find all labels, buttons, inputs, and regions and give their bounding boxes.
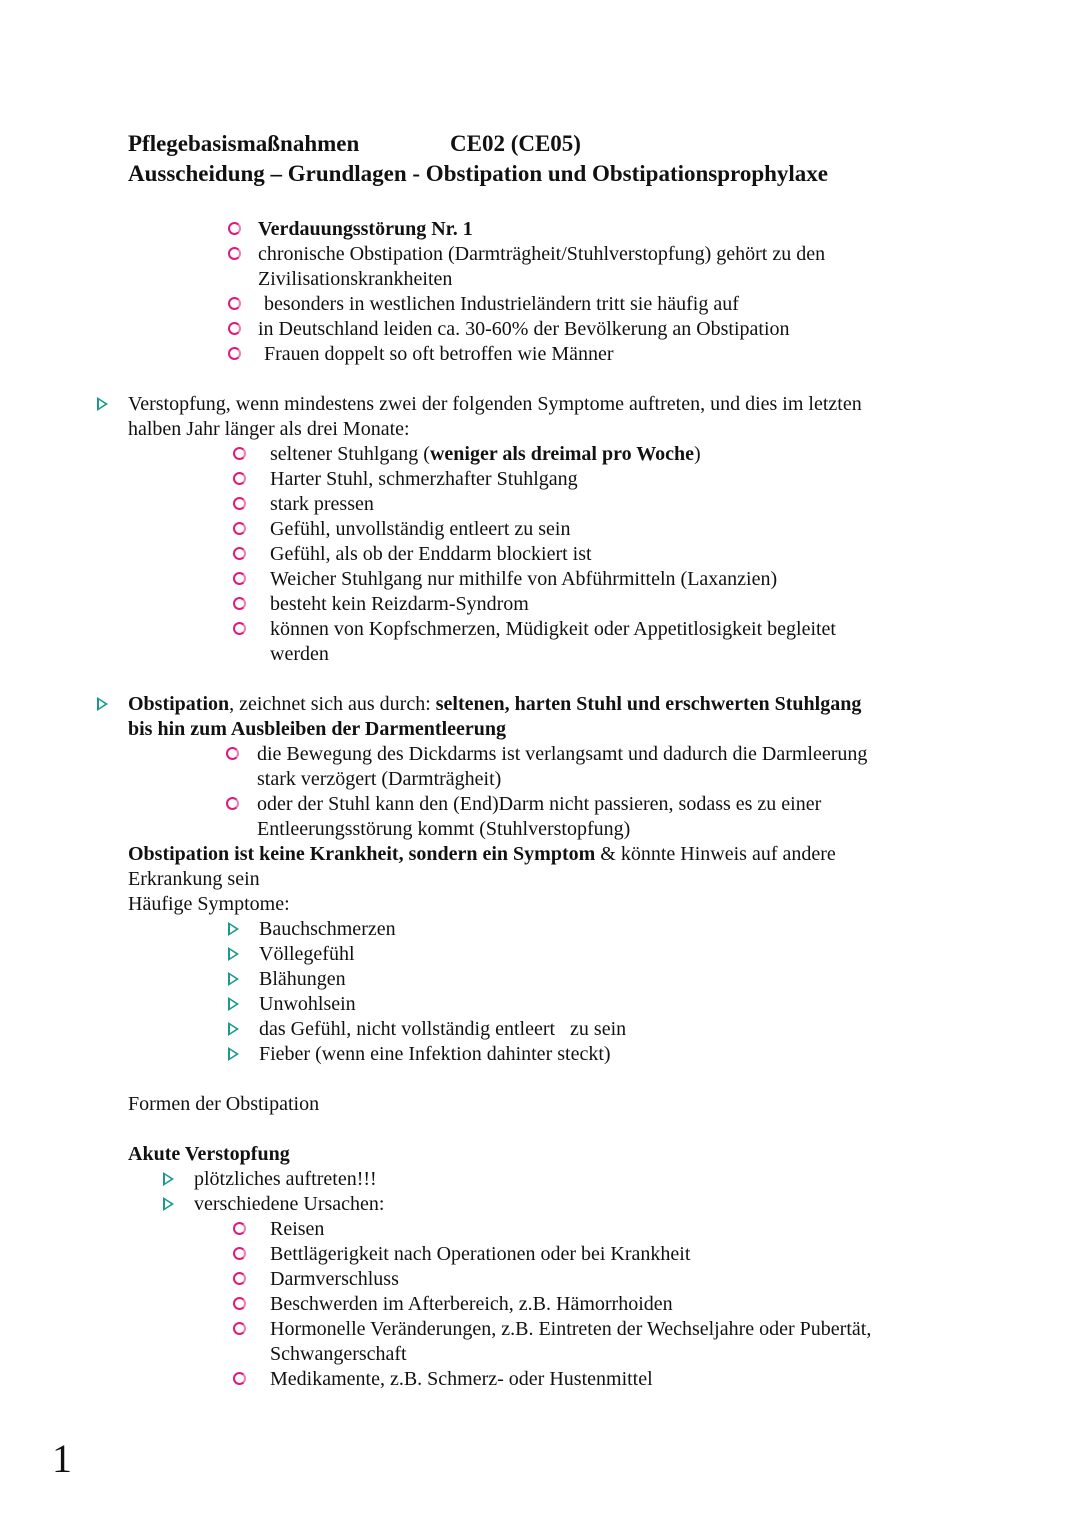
symptom-emphasis: weniger als dreimal pro Woche: [429, 443, 695, 465]
triangle-bullet-icon: [228, 972, 239, 986]
symptom-item: Gefühl, als ob der Enddarm blockiert ist: [270, 543, 592, 565]
symptom-item: Gefühl, unvollständig entleert zu sein: [270, 518, 571, 540]
header-subject: Pflegebasismaßnahmen: [128, 131, 360, 156]
obstipation-definition-cont: bis hin zum Ausbleiben der Darmentleerung: [128, 718, 506, 740]
symptom-list-item: Fieber (wenn eine Infektion dahinter steckt): [259, 1043, 611, 1065]
triangle-bullet-icon: [163, 1172, 174, 1186]
triangle-bullet-icon: [97, 697, 108, 711]
symptom-item: können von Kopfschmerzen, Müdigkeit oder Appetitlosigkeit begleitet: [270, 618, 836, 640]
circle-bullet-icon: [233, 547, 246, 560]
note-text: & könnte Hinweis auf andere: [595, 843, 836, 865]
ursache-item: Medikamente, z.B. Schmerz- oder Hustenmittel: [270, 1368, 653, 1390]
intro-item: chronische Obstipation (Darmträgheit/Stuhlverstopfung) gehört zu den: [258, 243, 826, 265]
circle-bullet-icon: [233, 1222, 246, 1235]
intro-item: besonders in westlichen Industrieländern tritt sie häufig auf: [264, 293, 739, 315]
symptom-text: seltener Stuhlgang (: [270, 443, 430, 465]
intro-item: Frauen doppelt so oft betroffen wie Männer: [264, 343, 614, 365]
symptom-item: besteht kein Reizdarm-Syndrom: [270, 593, 529, 615]
obstipation-note: [128, 842, 836, 867]
header-topic: Ausscheidung – Grundlagen - Obstipation und Obstipationsprophylaxe: [128, 161, 829, 186]
circle-bullet-icon: [233, 1372, 246, 1385]
page-number: 1: [52, 1436, 72, 1481]
obstipation-term: Obstipation: [128, 693, 230, 715]
header-code: CE02 (CE05): [450, 131, 581, 156]
circle-bullet-icon: [228, 322, 241, 335]
symptom-list-item: Unwohlsein: [259, 993, 356, 1015]
symptom-item: [270, 442, 701, 467]
symptoms-label: Häufige Symptome:: [128, 893, 290, 915]
circle-bullet-icon: [228, 297, 241, 310]
triangle-bullet-icon: [228, 1047, 239, 1061]
symptom-item: Weicher Stuhlgang nur mithilfe von Abführmitteln (Laxanzien): [270, 568, 778, 590]
ursache-item: Darmverschluss: [270, 1268, 399, 1290]
verstopfung-definition: Verstopfung, wenn mindestens zwei der folgenden Symptome auftreten, und dies im letzten: [128, 393, 862, 415]
symptom-item: stark pressen: [270, 493, 374, 515]
intro-item: Verdauungsstörung Nr. 1: [258, 218, 473, 240]
symptom-text: ): [694, 443, 701, 465]
akut-title: Akute Verstopfung: [128, 1143, 290, 1165]
ursache-item-cont: Schwangerschaft: [270, 1343, 407, 1365]
triangle-bullet-icon: [97, 397, 108, 411]
obstipation-item: oder der Stuhl kann den (End)Darm nicht passieren, sodass es zu einer: [257, 793, 822, 815]
circle-bullet-icon: [233, 1247, 246, 1260]
symptom-list-item: Völlegefühl: [259, 943, 355, 965]
circle-bullet-icon: [233, 522, 246, 535]
circle-bullet-icon: [233, 1297, 246, 1310]
obstipation-item: die Bewegung des Dickdarms ist verlangsamt und dadurch die Darmleerung: [257, 743, 868, 765]
symptom-list-item: Blähungen: [259, 968, 346, 990]
circle-bullet-icon: [233, 472, 246, 485]
obstipation-text: , zeichnet sich aus durch:: [229, 693, 436, 715]
circle-bullet-icon: [233, 497, 246, 510]
circle-bullet-icon: [233, 1322, 246, 1335]
intro-item-cont: Zivilisationskrankheiten: [258, 268, 453, 290]
symptom-item-cont: werden: [270, 643, 329, 665]
obstipation-definition: [128, 692, 861, 717]
triangle-bullet-icon: [228, 947, 239, 961]
circle-bullet-icon: [228, 247, 241, 260]
ursache-item: Beschwerden im Afterbereich, z.B. Hämorrhoiden: [270, 1293, 673, 1315]
symptom-list-item: das Gefühl, nicht vollständig entleert zu sein: [259, 1018, 627, 1040]
ursache-item: Bettlägerigkeit nach Operationen oder bei Krankheit: [270, 1243, 691, 1265]
obstipation-note-cont: Erkrankung sein: [128, 868, 260, 890]
circle-bullet-icon: [228, 347, 241, 360]
obstipation-emphasis: seltenen, harten Stuhl und erschwerten Stuhlgang: [435, 693, 862, 715]
circle-bullet-icon: [233, 572, 246, 585]
triangle-bullet-icon: [228, 1022, 239, 1036]
akut-point: plötzliches auftreten!!!: [194, 1168, 377, 1190]
circle-bullet-icon: [233, 447, 246, 460]
circle-bullet-icon: [226, 797, 239, 810]
circle-bullet-icon: [233, 622, 246, 635]
intro-item: in Deutschland leiden ca. 30-60% der Bevölkerung an Obstipation: [258, 318, 790, 340]
circle-bullet-icon: [233, 597, 246, 610]
obstipation-item-cont: Entleerungsstörung kommt (Stuhlverstopfung): [257, 818, 631, 840]
triangle-bullet-icon: [228, 997, 239, 1011]
formen-label: Formen der Obstipation: [128, 1093, 320, 1115]
note-emphasis: Obstipation ist keine Krankheit, sondern ein Symptom: [128, 843, 596, 865]
triangle-bullet-icon: [163, 1197, 174, 1211]
ursache-item: Reisen: [270, 1218, 325, 1240]
circle-bullet-icon: [226, 747, 239, 760]
triangle-bullet-icon: [228, 922, 239, 936]
symptom-list-item: Bauchschmerzen: [259, 918, 396, 940]
ursache-item: Hormonelle Veränderungen, z.B. Eintreten der Wechseljahre oder Pubertät,: [270, 1318, 872, 1340]
symptom-item: Harter Stuhl, schmerzhafter Stuhlgang: [270, 468, 578, 490]
circle-bullet-icon: [233, 1272, 246, 1285]
akut-point: verschiedene Ursachen:: [194, 1193, 385, 1215]
verstopfung-definition-cont: halben Jahr länger als drei Monate:: [128, 418, 410, 440]
obstipation-item-cont: stark verzögert (Darmträgheit): [257, 768, 502, 790]
circle-bullet-icon: [228, 222, 241, 235]
